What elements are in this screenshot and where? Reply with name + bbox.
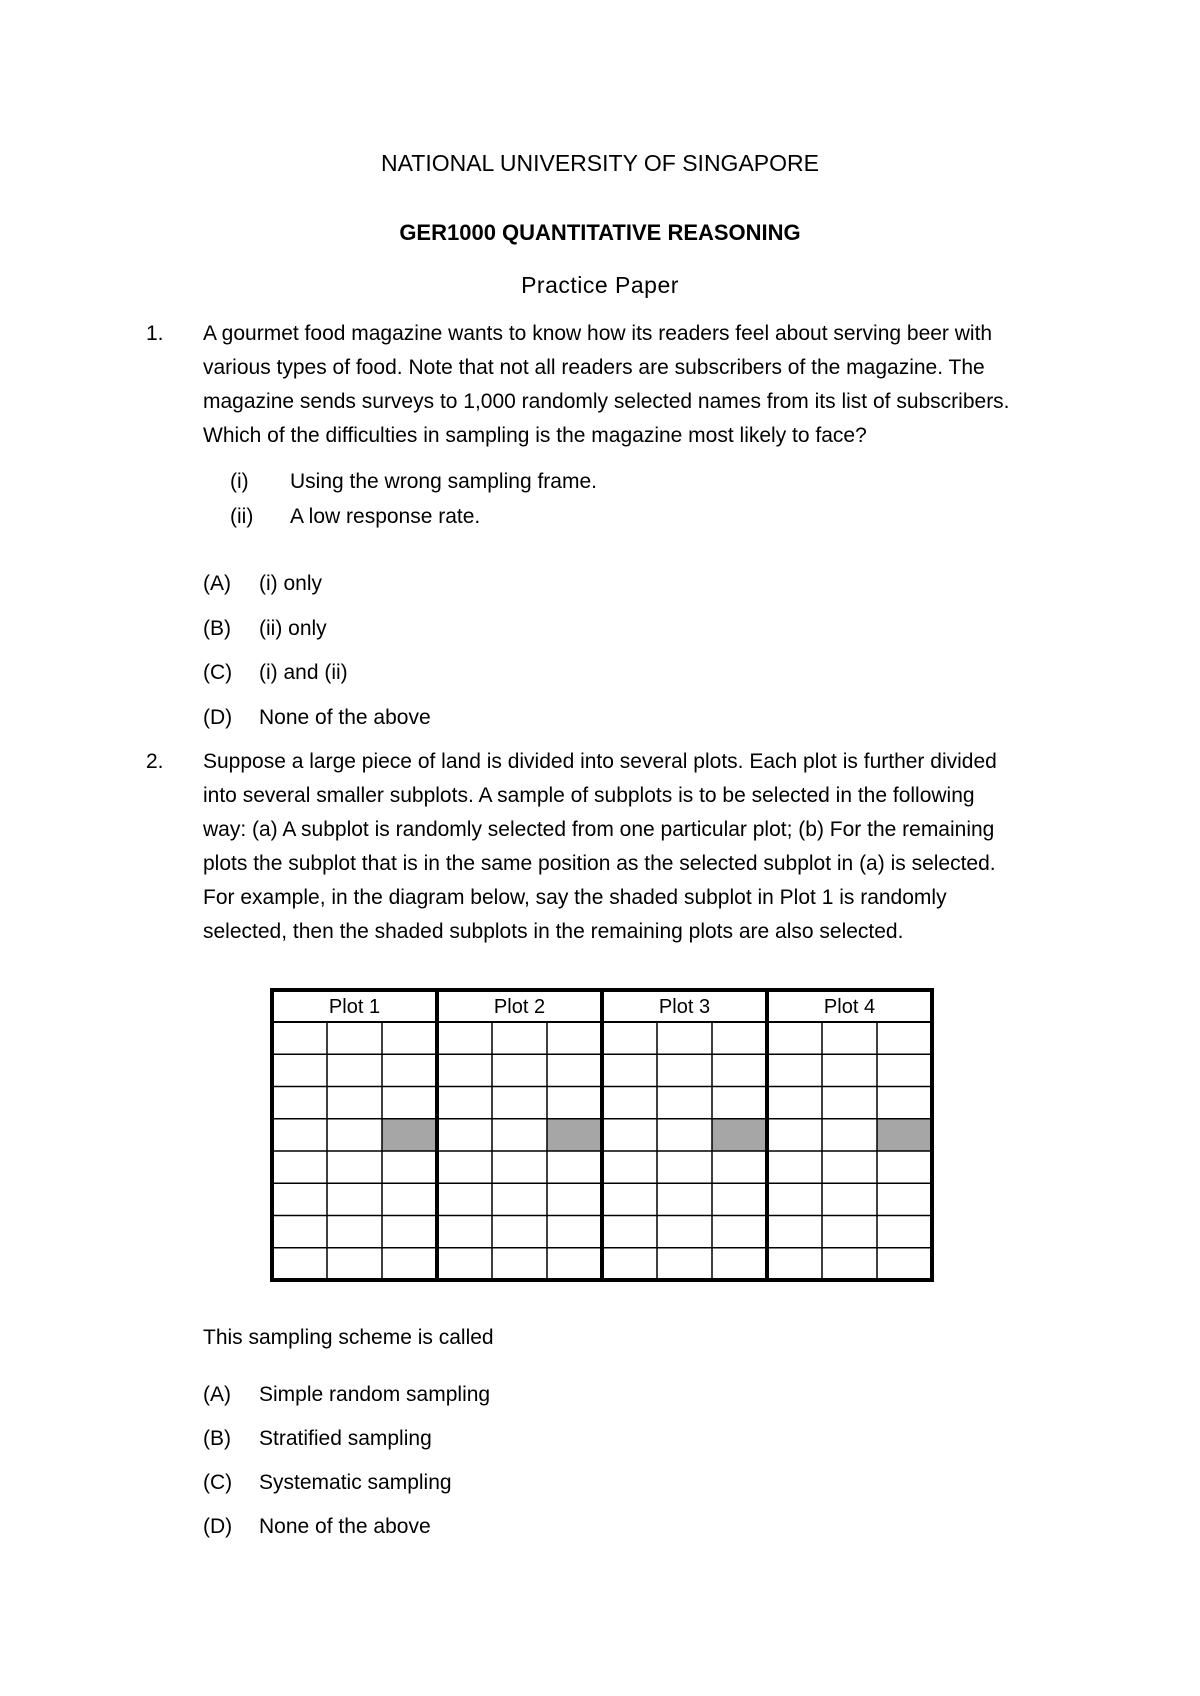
- q2-option-text: None of the above: [259, 1515, 431, 1538]
- plot-label: Plot 3: [658, 996, 711, 1018]
- statement-text: Using the wrong sampling frame.: [290, 470, 597, 493]
- q1-option-letter: (D): [203, 706, 233, 729]
- question-2-number: 2.: [146, 750, 164, 773]
- statement-label: (i): [230, 470, 249, 493]
- question-1-text-line: magazine sends surveys to 1,000 randomly selected names from its list of subscribers.: [203, 390, 1010, 413]
- question-2-prompt: This sampling scheme is called: [203, 1326, 494, 1349]
- q2-option-text: Systematic sampling: [259, 1471, 452, 1494]
- question-1-text-line: various types of food. Note that not all readers are subscribers of the magazine. The: [203, 356, 985, 379]
- q1-option-text: None of the above: [259, 706, 431, 729]
- plot-label: Plot 2: [493, 996, 546, 1018]
- q1-option-letter: (B): [203, 617, 231, 640]
- question-2-text-line: way: (a) A subplot is randomly selected from one particular plot; (b) For the remaining: [203, 818, 995, 841]
- course-title: GER1000 QUANTITATIVE REASONING: [399, 220, 801, 245]
- q1-option-text: (i) only: [259, 572, 323, 595]
- statement-label: (ii): [230, 505, 254, 528]
- question-2-text-line: selected, then the shaded subplots in the remaining plots are also selected.: [203, 920, 904, 943]
- q2-option-letter: (D): [203, 1515, 233, 1538]
- q1-option-text: (i) and (ii): [259, 661, 348, 684]
- q2-option-letter: (C): [203, 1471, 233, 1494]
- question-1-text-line: Which of the difficulties in sampling is the magazine most likely to face?: [203, 424, 867, 447]
- q2-option-letter: (B): [203, 1427, 231, 1450]
- shaded-subplot: [547, 1119, 602, 1151]
- q2-option-text: Simple random sampling: [259, 1383, 491, 1406]
- q2-option-letter: (A): [203, 1383, 231, 1406]
- paper-subtitle: Practice Paper: [521, 272, 679, 298]
- question-2-text-line: plots the subplot that is in the same position as the selected subplot in (a) is selected.: [203, 852, 996, 875]
- university-name: NATIONAL UNIVERSITY OF SINGAPORE: [381, 150, 819, 176]
- plot-label: Plot 4: [823, 996, 876, 1018]
- question-2-text-line: Suppose a large piece of land is divided into several plots. Each plot is further divided: [203, 750, 997, 773]
- question-1-text-line: A gourmet food magazine wants to know how its readers feel about serving beer with: [203, 322, 993, 345]
- plot-label: Plot 1: [328, 996, 381, 1018]
- question-2-text-line: For example, in the diagram below, say the shaded subplot in Plot 1 is randomly: [203, 886, 947, 909]
- q2-option-text: Stratified sampling: [259, 1427, 432, 1450]
- question-2-text-line: into several smaller subplots. A sample of subplots is to be selected in the following: [203, 784, 975, 807]
- question-1-number: 1.: [146, 322, 164, 345]
- q1-option-letter: (C): [203, 661, 233, 684]
- shaded-subplot: [877, 1119, 932, 1151]
- shaded-subplot: [712, 1119, 767, 1151]
- q1-option-letter: (A): [203, 572, 231, 595]
- shaded-subplot: [382, 1119, 437, 1151]
- q1-option-text: (ii) only: [259, 617, 327, 640]
- statement-text: A low response rate.: [290, 505, 481, 528]
